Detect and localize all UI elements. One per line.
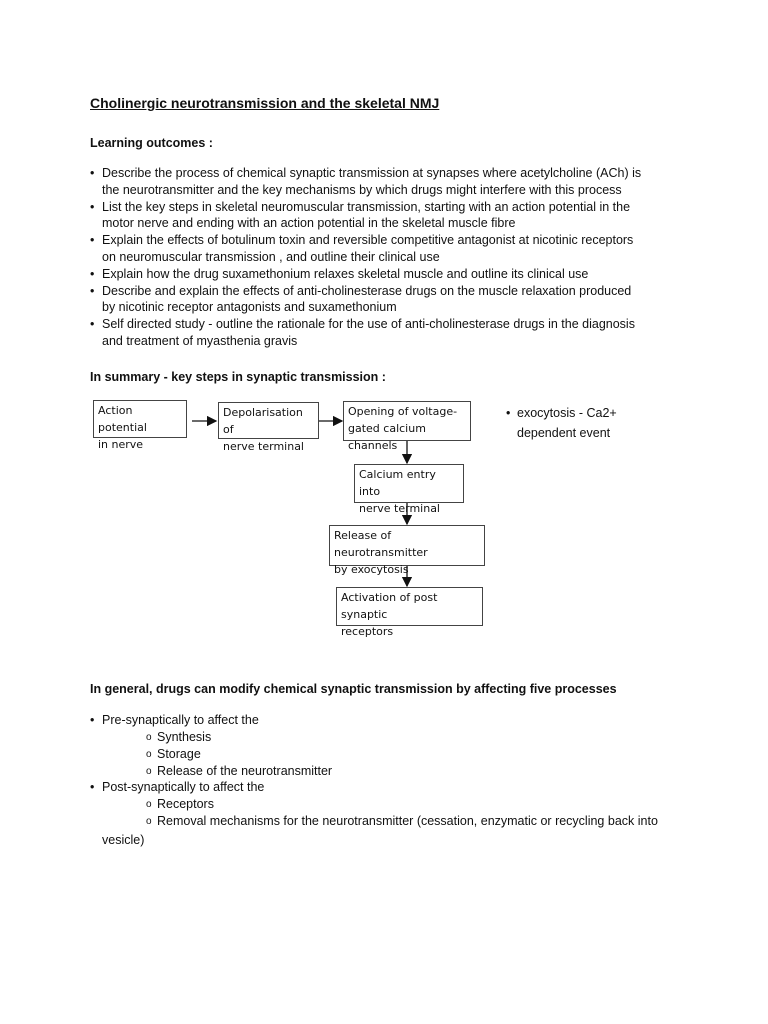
- sub-bullet: o: [146, 748, 152, 760]
- box-line: Opening of voltage-: [348, 405, 458, 418]
- sub-item: Synthesis: [157, 730, 212, 744]
- bullet: •: [90, 317, 95, 332]
- page-title: Cholinergic neurotransmission and the skeletal NMJ: [90, 95, 440, 111]
- sub-item: Release of the neurotransmitter: [157, 763, 333, 778]
- bullet: •: [90, 199, 95, 214]
- sub-bullet: o: [146, 732, 152, 743]
- sub-item: Receptors: [157, 797, 214, 811]
- learning-outcome-line: Describe the process of chemical synaptic transmission at synapses where acetylcholine (ACh) is: [102, 166, 642, 180]
- box-line: gated calcium channels: [348, 422, 426, 452]
- learning-outcome-line: on neuromuscular transmission , and outline their clinical use: [102, 250, 440, 264]
- learning-outcome-line: the neurotransmitter and the key mechanisms by which drugs might interfere with this process: [102, 182, 622, 197]
- post-synaptic-item: Post-synaptically to affect the: [102, 780, 265, 794]
- flow-box-release: [329, 525, 485, 576]
- learning-outcome-line: Explain the effects of botulinum toxin and reversible competitive antagonist at nicotinic receptors: [102, 233, 634, 248]
- sub-item: Removal mechanisms for the neurotransmitter (cessation, enzymatic or recycling back into: [157, 813, 658, 828]
- flow-box-action-potential: [93, 400, 187, 451]
- learning-outcome-line: and treatment of myasthenia gravis: [102, 334, 298, 348]
- post-continuation: vesicle): [102, 833, 145, 847]
- sub-bullet: o: [146, 765, 152, 777]
- box-line: Calcium entry into: [359, 468, 436, 498]
- note-bullet: •: [506, 406, 511, 420]
- box-line: nerve terminal: [223, 440, 304, 453]
- summary-heading: In summary - key steps in synaptic transmission :: [90, 370, 386, 384]
- box-line: Release of neurotransmitter: [334, 529, 428, 559]
- box-line: Activation of post synaptic: [341, 591, 438, 621]
- bullet: •: [90, 283, 95, 298]
- learning-outcome-line: Describe and explain the effects of anti-cholinesterase drugs on the muscle relaxation produced: [102, 283, 632, 298]
- box-line: in nerve: [98, 438, 144, 451]
- bullet: •: [90, 166, 95, 180]
- flow-box-calcium-entry: [354, 464, 464, 515]
- bullet: •: [90, 713, 95, 727]
- general-heading: In general, drugs can modify chemical synaptic transmission by affecting five processes: [90, 682, 617, 696]
- pre-synaptic-item: Pre-synaptically to affect the: [102, 713, 259, 727]
- learning-outcome-line: Self directed study - outline the rationale for the use of anti-cholinesterase drugs in the diagnosis: [102, 317, 635, 332]
- note-line: dependent event: [517, 426, 611, 440]
- sub-bullet: o: [146, 815, 152, 827]
- bullet: •: [90, 780, 95, 794]
- box-line: by exocytosis: [334, 563, 409, 576]
- box-line: nerve terminal: [359, 502, 440, 515]
- sub-item: Storage: [157, 746, 201, 761]
- bullet: •: [90, 266, 95, 281]
- flow-box-activation: [336, 587, 483, 638]
- bullet: •: [90, 233, 95, 248]
- learning-outcome-line: List the key steps in skeletal neuromuscular transmission, starting with an action potential in the: [102, 199, 631, 214]
- learning-outcomes-heading: Learning outcomes :: [90, 136, 213, 150]
- note-line: exocytosis - Ca2+: [517, 406, 617, 420]
- box-line: Action potential: [98, 404, 147, 434]
- sub-bullet: o: [146, 799, 152, 810]
- box-line: Depolarisation of: [223, 406, 303, 436]
- box-line: receptors: [341, 625, 394, 638]
- learning-outcome-line: motor nerve and ending with an action potential in the skeletal muscle fibre: [102, 216, 516, 231]
- flow-box-depolarisation: [218, 402, 319, 453]
- flow-box-calcium-channels: [343, 401, 471, 452]
- learning-outcome-line: Explain how the drug suxamethonium relaxes skeletal muscle and outline its clinical use: [102, 266, 589, 281]
- learning-outcome-line: by nicotinic receptor antagonists and suxamethonium: [102, 300, 397, 315]
